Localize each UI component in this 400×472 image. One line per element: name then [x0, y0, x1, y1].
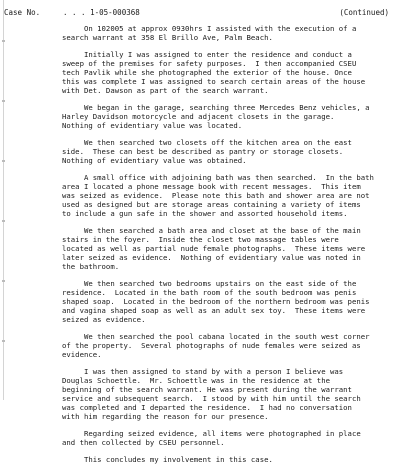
report-line: I was then assigned to stand by with a person I believe was — [62, 367, 344, 376]
report-line: Harley Davidson motorcycle and adjacent closets in the garage. — [62, 112, 335, 121]
report-line: Nothing of evidentiary value was located. — [62, 121, 243, 130]
case-number-value: . . . 1-05-000368 — [63, 8, 140, 17]
report-line: side. These can best be described as pantry or storage closets. — [62, 147, 344, 156]
report-line: On 102005 at approx 0930hrs I assisted with the execution of a — [62, 24, 357, 33]
report-line: was completed and I departed the residence. I had no conversation — [62, 403, 352, 412]
report-line: sweep of the premises for safety purposes. I then accompanied CSEU — [62, 59, 357, 68]
report-line: Initially I was assigned to enter the residence and conduct a — [62, 50, 352, 59]
report-line: and vagina shaped soap as well as an adult sex toy. These items were — [62, 306, 366, 315]
report-line: We then searched a bath area and closet at the base of the main — [62, 226, 361, 235]
report-paragraph — [62, 332, 394, 359]
report-line: We then searched two bedrooms upstairs on the east side of the — [62, 279, 357, 288]
continued-label: (Continued) — [339, 8, 389, 17]
report-paragraph — [62, 103, 394, 130]
report-line: shaped soap. Located in the bedroom of the northern bedroom was penis — [62, 297, 370, 306]
report-paragraph — [62, 24, 394, 42]
report-line: with him regarding the reason for our presence. — [62, 412, 269, 421]
report-paragraph — [62, 226, 394, 271]
report-line: A small office with adjoining bath was then searched. In the bath — [62, 173, 374, 182]
report-line: Regarding seized evidence, all items were photographed in place — [62, 429, 361, 438]
report-line: beginning of the search warrant. He was present during the warrant — [62, 385, 352, 394]
report-paragraph — [62, 173, 394, 218]
report-line: later seized as evidence. Nothing of evidentiary value was noted in — [62, 253, 361, 262]
page-header — [0, 7, 400, 19]
report-line: and then collected by CSEU personnel. — [62, 438, 225, 447]
report-line: residence. Located in the bath room of the south bedroom was penis — [62, 288, 357, 297]
report-line: Nothing of evidentiary value was obtained. — [62, 156, 247, 165]
report-line: We began in the garage, searching three Mercedes Benz vehicles, a — [62, 103, 370, 112]
report-line: search warrant at 358 El Brillo Ave, Palm Beach. — [62, 33, 273, 42]
report-line: area I located a phone message book with recent messages. This item — [62, 182, 361, 191]
report-paragraph — [62, 455, 394, 464]
report-line: Douglas Schoettle. Mr. Schoettle was in the residence at the — [62, 376, 330, 385]
report-line: to include a gun safe in the shower and assorted household items. — [62, 209, 348, 218]
report-line: stairs in the foyer. Inside the closet two massage tables were — [62, 235, 339, 244]
report-line: was seized as evidence. Please note this bath and shower area are not — [62, 191, 370, 200]
report-paragraph — [62, 367, 394, 421]
report-line: evidence. — [62, 350, 102, 359]
binding-hole-mark — [2, 220, 5, 222]
report-line: service and subsequent search. I stood by with him until the search — [62, 394, 361, 403]
binding-hole-mark — [2, 280, 5, 282]
report-paragraph — [62, 279, 394, 324]
report-line: the bathroom. — [62, 262, 120, 271]
report-line: used as designed but are storage areas containing a variety of items — [62, 200, 361, 209]
report-line: We then searched the pool cabana located in the south west corner — [62, 332, 370, 341]
case-number-label: Case No. — [4, 8, 41, 17]
report-line: with Det. Dawson as part of the search warrant. — [62, 86, 269, 95]
report-paragraph — [62, 138, 394, 165]
report-line: This concludes my involvement in this case. — [62, 455, 273, 464]
report-paragraph — [62, 429, 394, 447]
binding-hole-mark — [2, 160, 5, 162]
binding-hole-mark — [2, 340, 5, 342]
binding-hole-mark — [2, 40, 5, 42]
report-line: tech Pavlik while she photographed the exterior of the house. Once — [62, 68, 352, 77]
report-body — [62, 24, 394, 472]
binding-holes — [2, 0, 5, 400]
report-line: We then searched two closets off the kitchen area on the east — [62, 138, 352, 147]
report-line: this was complete I was assigned to search certain areas of the house — [62, 77, 366, 86]
report-line: located as well as partial nude female photographs. These items were — [62, 244, 366, 253]
report-paragraph — [62, 50, 394, 95]
report-line: of the property. Several photographs of nude females were seized as — [62, 341, 361, 350]
report-line: seized as evidence. — [62, 315, 146, 324]
binding-hole-mark — [2, 100, 5, 102]
